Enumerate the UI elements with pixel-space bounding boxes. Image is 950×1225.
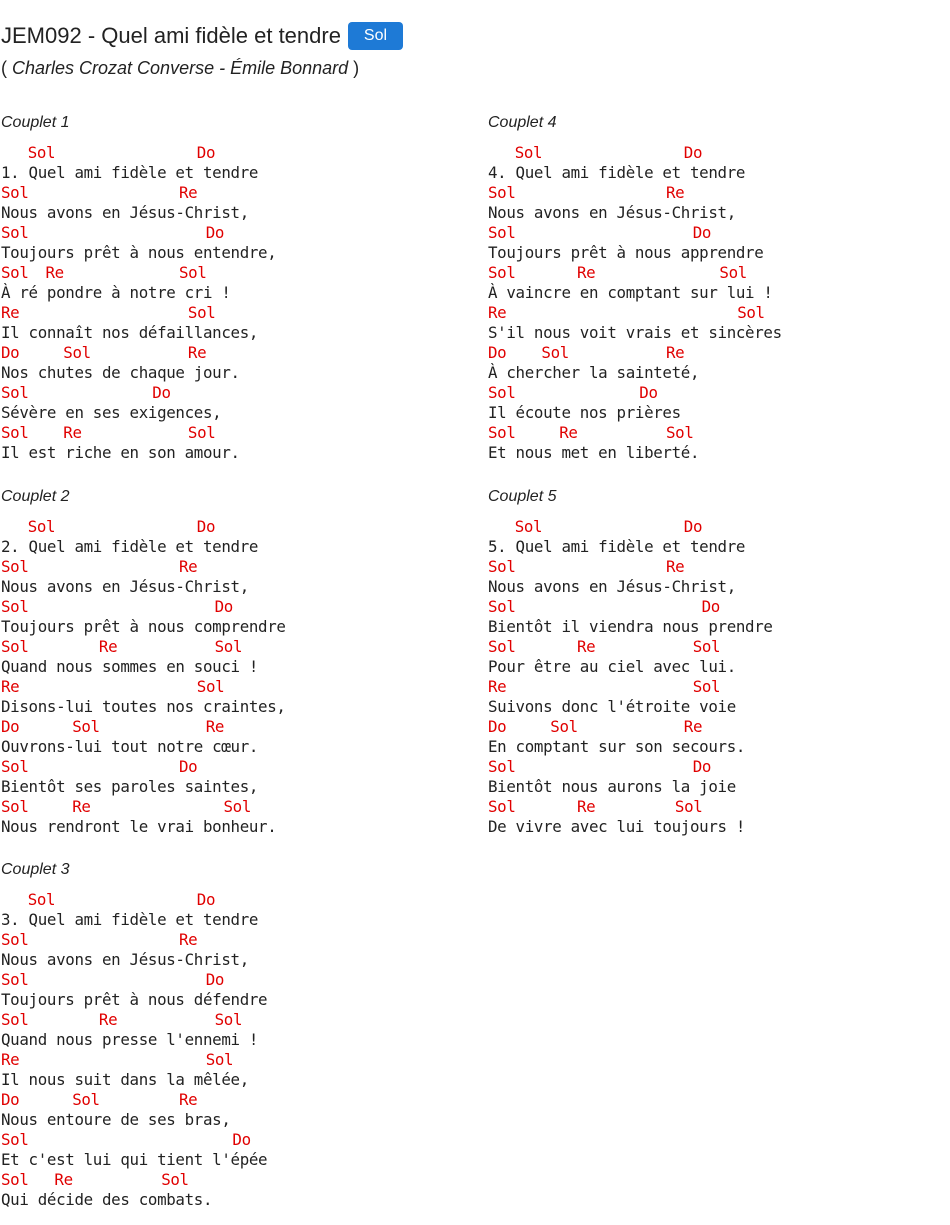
chord-line <box>1 637 461 657</box>
chord-label: Sol <box>666 423 694 442</box>
lyric-line: À vaincre en comptant sur lui ! <box>488 283 773 302</box>
chord-line <box>1 423 461 443</box>
chord-line <box>1 1050 461 1070</box>
lyric-line: Sévère en ses exigences, <box>1 403 222 422</box>
lyric-line: Pour être au ciel avec lui. <box>488 657 736 676</box>
lyric-line: Il écoute nos prières <box>488 403 681 422</box>
chord-label: Sol <box>72 717 100 736</box>
chord-label: Re <box>72 797 91 816</box>
chord-label: Sol <box>541 343 569 362</box>
chord-label: Sol <box>179 263 207 282</box>
chord-label: Do <box>152 383 171 402</box>
lyric-line: Qui décide des combats. <box>1 1190 213 1209</box>
chord-label: Re <box>666 343 685 362</box>
chord-label: Sol <box>488 557 516 576</box>
lyric-line: Suivons donc l'étroite voie <box>488 697 736 716</box>
chord-label: Sol <box>488 423 516 442</box>
chord-label: Re <box>559 423 578 442</box>
chord-label: Re <box>179 1090 198 1109</box>
couplet-body <box>1 517 461 837</box>
lyric-line: Ouvrons-lui tout notre cœur. <box>1 737 259 756</box>
chord-label: Do <box>214 597 233 616</box>
chord-label: Re <box>179 183 198 202</box>
chord-label: Do <box>179 757 198 776</box>
chord-label: Sol <box>514 143 543 162</box>
chord-line <box>1 597 461 617</box>
chord-line <box>1 517 461 537</box>
chord-label: Re <box>577 263 596 282</box>
chord-label: Re <box>1 303 20 322</box>
lyric-line: Nous avons en Jésus-Christ, <box>1 577 249 596</box>
chord-label: Sol <box>205 1050 234 1069</box>
chord-label: Re <box>683 717 703 736</box>
song-title: JEM092 - Quel ami fidèle et tendre <box>1 23 341 48</box>
lyric-line: 4. Quel ami fidèle et tendre <box>488 163 746 182</box>
chord-label: Sol <box>488 797 516 816</box>
chord-label: Do <box>488 717 507 736</box>
chord-line <box>1 1130 461 1150</box>
chord-line <box>488 383 948 403</box>
chord-label: Re <box>179 930 198 949</box>
chord-label: Do <box>692 223 712 242</box>
chord-line <box>1 303 461 323</box>
chord-line <box>488 757 948 777</box>
authors-close-paren: ) <box>348 58 360 78</box>
key-select-button[interactable]: Sol <box>348 22 403 50</box>
lyric-line: Bientôt nous aurons la joie <box>488 777 736 796</box>
lyric-line: Toujours prêt à nous entendre, <box>1 243 277 262</box>
couplet-body <box>488 143 948 463</box>
chord-line <box>1 143 461 163</box>
lyric-line: Bientôt ses paroles saintes, <box>1 777 259 796</box>
couplet-heading: Couplet 4 <box>488 114 557 131</box>
chord-line <box>1 1170 461 1190</box>
chord-label: Sol <box>550 717 578 736</box>
chord-label: Sol <box>1 757 29 776</box>
chord-label: Sol <box>1 383 29 402</box>
chord-line <box>1 930 461 950</box>
lyric-line: Nous avons en Jésus-Christ, <box>488 203 736 222</box>
chord-line <box>488 143 948 163</box>
chord-line <box>488 303 948 323</box>
lyric-line: S'il nous voit vrais et sincères <box>488 323 782 342</box>
chord-line <box>488 423 948 443</box>
chord-label: Re <box>666 557 685 576</box>
couplet-3 <box>1 860 461 1210</box>
chord-label: Do <box>692 757 712 776</box>
chord-label: Sol <box>214 1010 243 1029</box>
couplet-heading: Couplet 5 <box>488 488 557 505</box>
chord-line <box>488 343 948 363</box>
couplet-body <box>488 517 948 837</box>
lyric-line: Nos chutes de chaque jour. <box>1 363 240 382</box>
lyric-line: Toujours prêt à nous apprendre <box>488 243 764 262</box>
chord-label: Sol <box>223 797 252 816</box>
chord-label: Sol <box>187 303 216 322</box>
lyric-line: Disons-lui toutes nos craintes, <box>1 697 286 716</box>
lyric-line: Il connaît nos défaillances, <box>1 323 259 342</box>
chord-label: Sol <box>1 970 29 989</box>
chord-label: Sol <box>1 263 29 282</box>
chord-label: Sol <box>214 637 243 656</box>
chord-line <box>488 183 948 203</box>
chord-label: Re <box>98 1010 118 1029</box>
chord-line <box>488 517 948 537</box>
chord-label: Sol <box>488 263 516 282</box>
lyric-line: Nous entoure de ses bras, <box>1 1110 231 1129</box>
chord-label: Re <box>577 637 596 656</box>
chord-line <box>1 1090 461 1110</box>
chord-label: Re <box>98 637 118 656</box>
chord-label: Sol <box>1 797 29 816</box>
chord-label: Do <box>683 143 703 162</box>
couplet-heading: Couplet 3 <box>1 861 70 878</box>
chord-line <box>488 223 948 243</box>
chord-label: Do <box>488 343 507 362</box>
chord-label: Sol <box>161 1170 189 1189</box>
authors-open-paren: ( <box>1 58 12 78</box>
lyric-line: Il est riche en son amour. <box>1 443 240 462</box>
chord-label: Sol <box>1 930 29 949</box>
chord-line <box>488 797 948 817</box>
chord-label: Sol <box>737 303 765 322</box>
lyric-line: De vivre avec lui toujours ! <box>488 817 746 836</box>
chord-label: Do <box>1 717 20 736</box>
chord-label: Re <box>1 677 20 696</box>
song-header <box>1 18 403 79</box>
chord-label: Sol <box>514 517 543 536</box>
chord-line <box>1 677 461 697</box>
chord-label: Sol <box>488 757 516 776</box>
couplet-heading: Couplet 1 <box>1 114 70 131</box>
chord-label: Re <box>488 677 507 696</box>
chord-label: Do <box>1 1090 20 1109</box>
chord-line <box>488 557 948 577</box>
chord-label: Sol <box>27 890 56 909</box>
chord-label: Re <box>666 183 685 202</box>
chord-label: Sol <box>1 557 29 576</box>
lyric-line: Il nous suit dans la mêlée, <box>1 1070 249 1089</box>
chord-label: Sol <box>692 677 721 696</box>
chord-label: Sol <box>692 637 721 656</box>
chord-label: Re <box>1 1050 20 1069</box>
chord-label: Sol <box>27 517 56 536</box>
chord-label: Sol <box>1 597 29 616</box>
chord-label: Do <box>683 517 703 536</box>
lyric-line: Et c'est lui qui tient l'épée <box>1 1150 268 1169</box>
chord-label: Re <box>205 717 225 736</box>
chord-label: Re <box>187 343 207 362</box>
chord-label: Re <box>45 263 64 282</box>
lyric-line: 2. Quel ami fidèle et tendre <box>1 537 259 556</box>
lyric-line: Nous avons en Jésus-Christ, <box>488 577 736 596</box>
chord-label: Sol <box>196 677 225 696</box>
chord-label: Re <box>63 423 82 442</box>
lyric-line: Bientôt il viendra nous prendre <box>488 617 773 636</box>
chord-label: Sol <box>719 263 747 282</box>
lyric-line: À chercher la sainteté, <box>488 363 700 382</box>
chord-label: Re <box>488 303 507 322</box>
chord-label: Sol <box>63 343 91 362</box>
couplet-body <box>1 143 461 463</box>
chord-line <box>1 343 461 363</box>
title-row <box>1 18 403 54</box>
couplet-heading: Couplet 2 <box>1 488 70 505</box>
lyric-line: Toujours prêt à nous comprendre <box>1 617 286 636</box>
chord-label: Do <box>639 383 658 402</box>
couplet-2 <box>1 487 461 837</box>
chord-label: Sol <box>72 1090 100 1109</box>
chord-line <box>1 557 461 577</box>
chord-label: Do <box>205 970 225 989</box>
chord-line <box>488 597 948 617</box>
chord-line <box>1 890 461 910</box>
chord-label: Sol <box>1 183 29 202</box>
lyric-line: Nous rendront le vrai bonheur. <box>1 817 277 836</box>
chord-label: Re <box>179 557 198 576</box>
chord-line <box>1 263 461 283</box>
chord-label: Sol <box>1 223 29 242</box>
chord-line <box>488 677 948 697</box>
chord-line <box>488 637 948 657</box>
chord-label: Sol <box>1 423 29 442</box>
lyric-line: Toujours prêt à nous défendre <box>1 990 268 1009</box>
chord-label: Sol <box>1 1010 29 1029</box>
lyric-line: 1. Quel ami fidèle et tendre <box>1 163 259 182</box>
couplet-5 <box>488 487 948 837</box>
chord-line <box>1 383 461 403</box>
chord-line <box>488 263 948 283</box>
chord-label: Do <box>196 143 216 162</box>
chord-line <box>1 183 461 203</box>
chord-label: Do <box>196 517 216 536</box>
couplet-body <box>1 890 461 1210</box>
lyric-line: Nous avons en Jésus-Christ, <box>1 950 249 969</box>
chord-label: Sol <box>1 1130 29 1149</box>
chord-label: Re <box>54 1170 73 1189</box>
lyric-line: Et nous met en liberté. <box>488 443 700 462</box>
chord-label: Sol <box>674 797 703 816</box>
chord-label: Sol <box>488 223 516 242</box>
chord-line <box>1 1010 461 1030</box>
chord-line <box>1 717 461 737</box>
chord-label: Sol <box>1 637 29 656</box>
lyric-line: En comptant sur son secours. <box>488 737 746 756</box>
chord-line <box>1 970 461 990</box>
chord-label: Sol <box>27 143 56 162</box>
chord-label: Re <box>577 797 596 816</box>
chord-label: Sol <box>488 383 516 402</box>
authors-names: Charles Crozat Converse - Émile Bonnard <box>12 58 349 78</box>
chord-line <box>1 223 461 243</box>
couplet-1 <box>1 113 461 463</box>
chord-label: Do <box>1 343 20 362</box>
lyric-line: Quand nous presse l'ennemi ! <box>1 1030 259 1049</box>
chord-label: Do <box>196 890 216 909</box>
chord-line <box>1 797 461 817</box>
lyric-line: Quand nous sommes en souci ! <box>1 657 259 676</box>
chord-line <box>1 757 461 777</box>
chord-label: Sol <box>488 597 516 616</box>
chord-label: Sol <box>488 183 516 202</box>
chord-label: Sol <box>1 1170 29 1189</box>
lyric-line: À ré pondre à notre cri ! <box>1 283 231 302</box>
chord-label: Do <box>701 597 720 616</box>
couplet-4 <box>488 113 948 463</box>
lyric-line: 5. Quel ami fidèle et tendre <box>488 537 746 556</box>
chord-label: Do <box>205 223 225 242</box>
song-authors <box>1 58 403 79</box>
chord-line <box>488 717 948 737</box>
lyric-line: Nous avons en Jésus-Christ, <box>1 203 249 222</box>
lyric-line: 3. Quel ami fidèle et tendre <box>1 910 259 929</box>
chord-label: Do <box>232 1130 251 1149</box>
chord-label: Sol <box>488 637 516 656</box>
chord-label: Sol <box>187 423 216 442</box>
